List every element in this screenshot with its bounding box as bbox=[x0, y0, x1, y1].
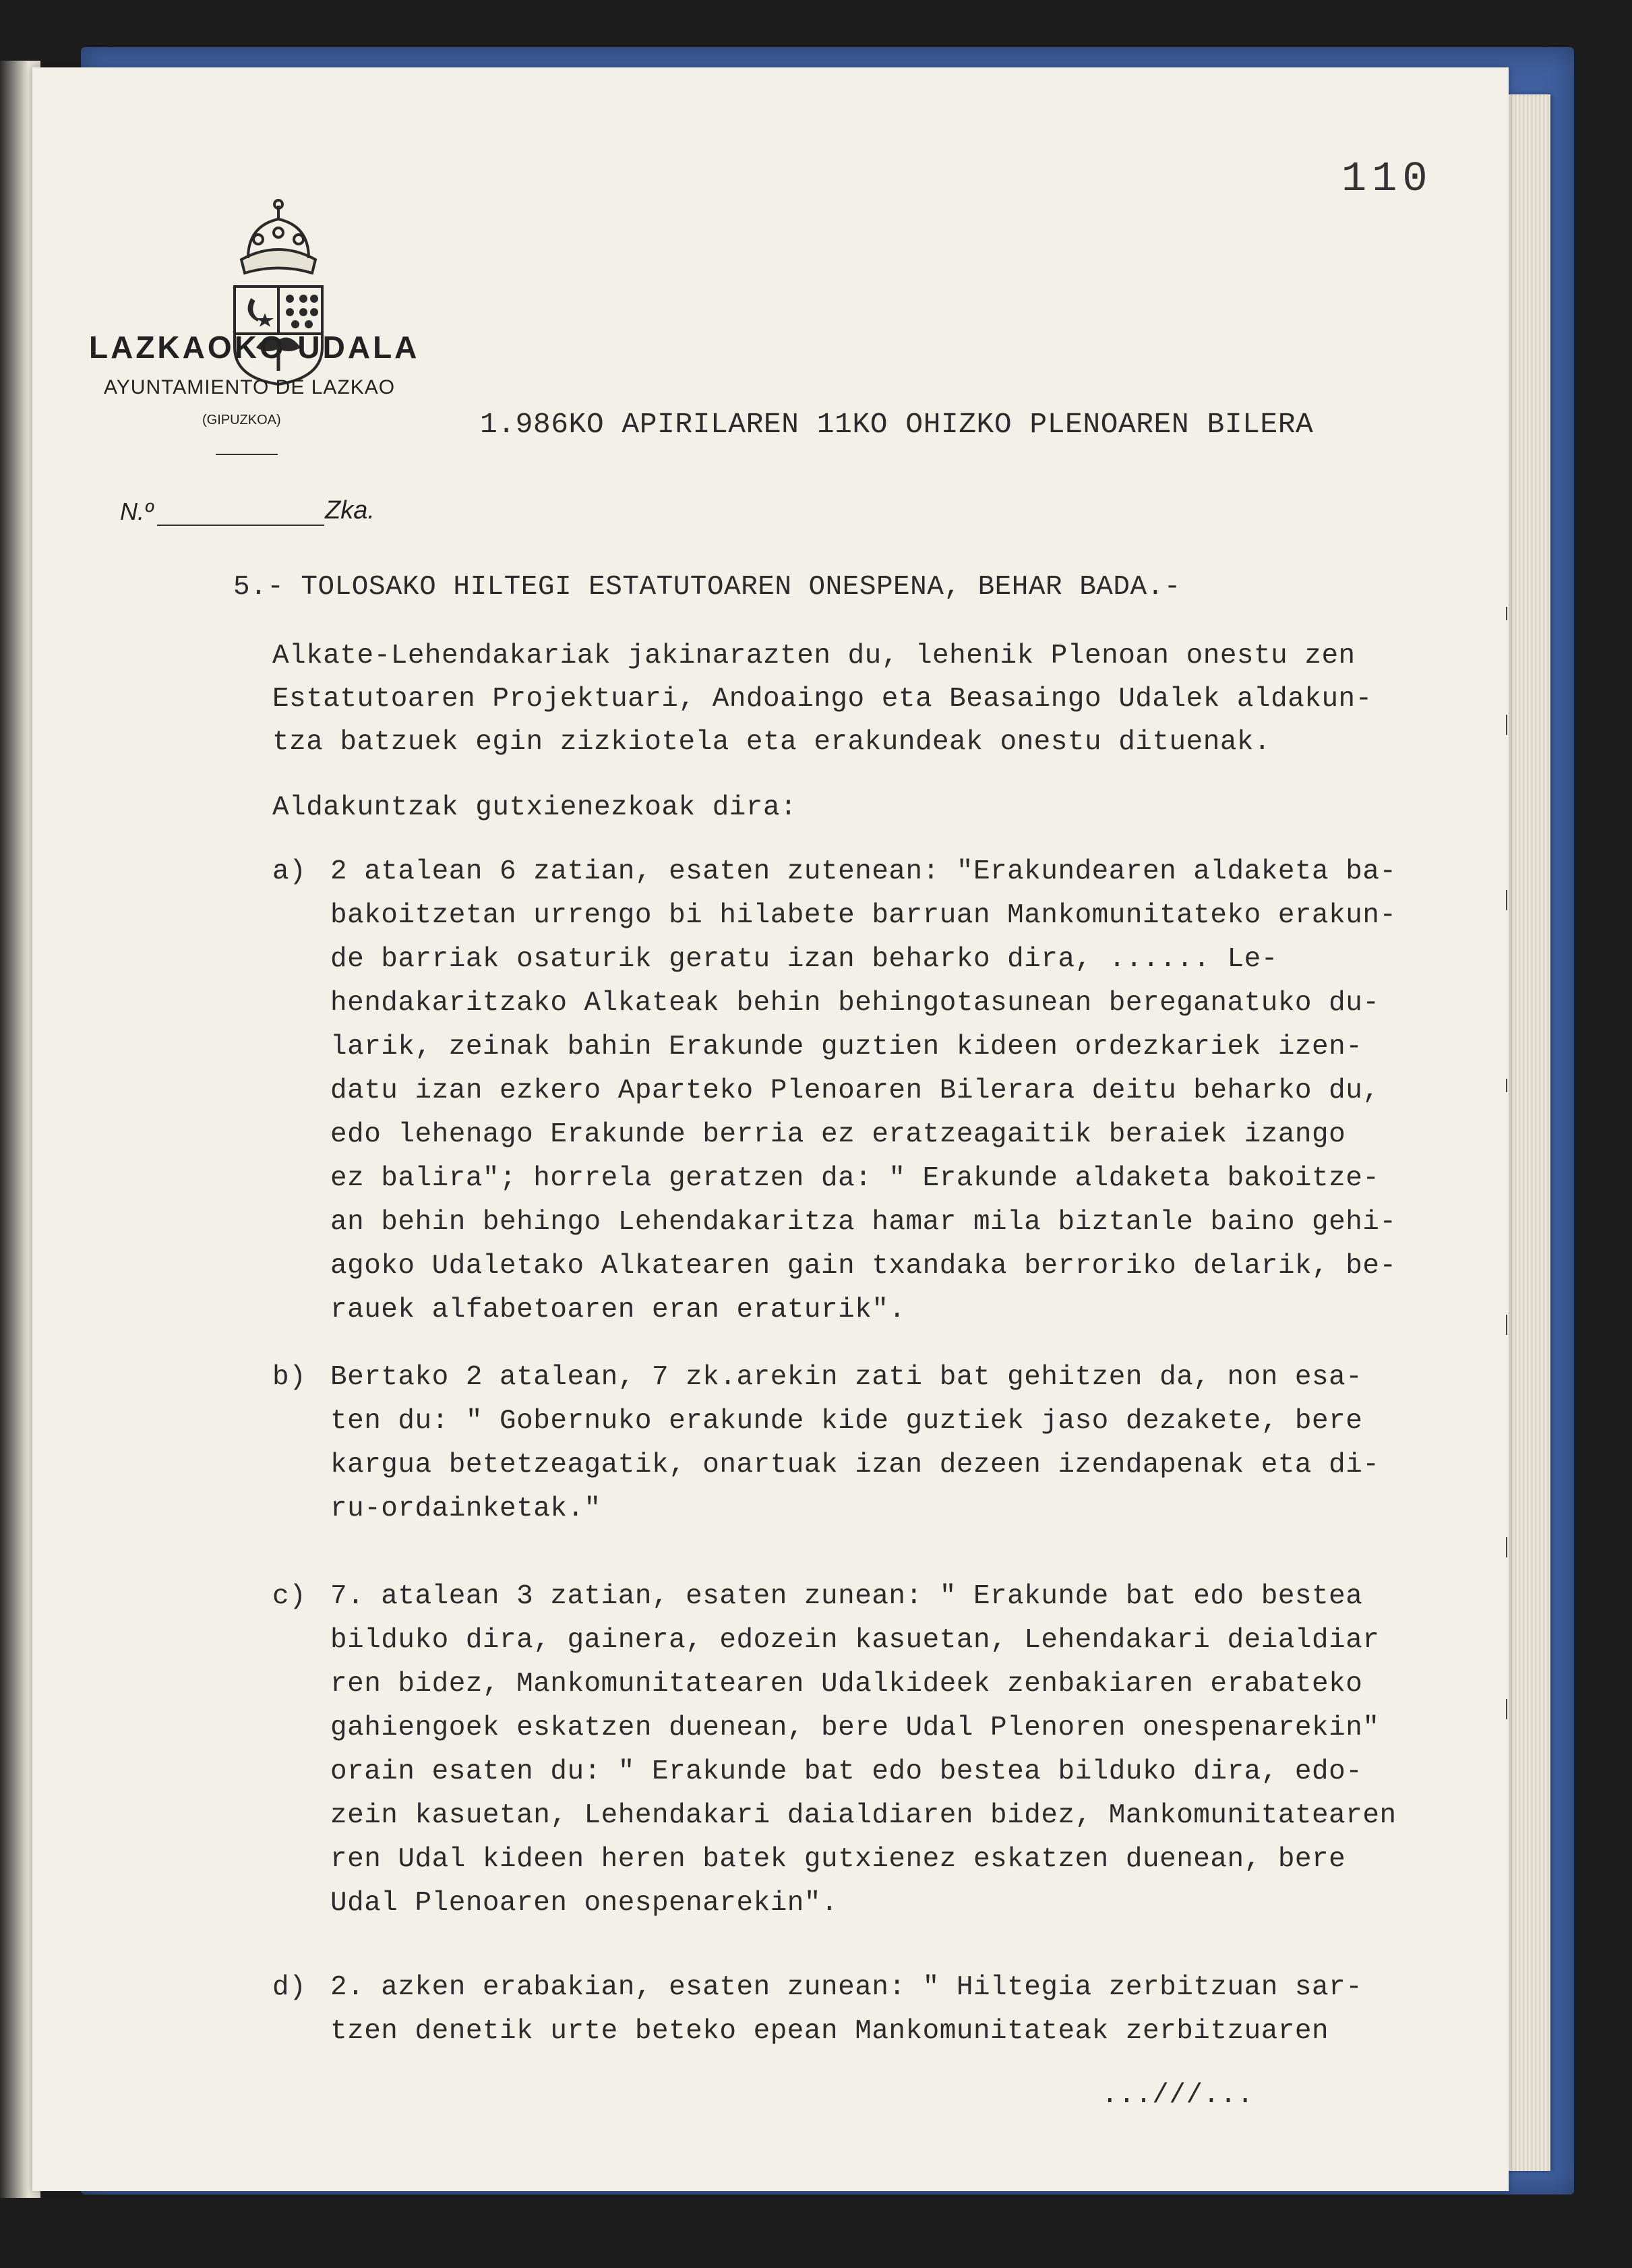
item-line: larik, zeinak bahin Erakunde guztien kideen ordezkariek izen- bbox=[330, 1032, 1363, 1063]
letterhead-rule bbox=[216, 454, 278, 455]
item-line: bakoitzetan urrengo bi hilabete barruan Mankomunitateko erakun- bbox=[330, 900, 1397, 931]
item-line: datu izan ezkero Aparteko Plenoaren Bilerara deitu beharko du, bbox=[330, 1075, 1380, 1106]
item-line: ren Udal kideen heren batek gutxienez eskatzen duenean, bere bbox=[330, 1844, 1346, 1875]
number-prefix: N.º bbox=[120, 498, 154, 525]
org-name-spanish: AYUNTAMIENTO DE LAZKAO bbox=[104, 376, 396, 398]
intro-line: Alkate-Lehendakariak jakinarazten du, lehenik Plenoan onestu zen bbox=[272, 640, 1356, 672]
item-line: hendakaritzako Alkateak behin behingotasunean bereganatuko du- bbox=[330, 988, 1380, 1019]
item-marker: b) bbox=[272, 1362, 307, 1393]
item-line: de barriak osaturik geratu izan beharko dira, ...... Le- bbox=[330, 944, 1278, 975]
item-line: agoko Udaletako Alkatearen gain txandaka berroriko delarik, be- bbox=[330, 1251, 1397, 1282]
document-page bbox=[32, 67, 1509, 2191]
item-line: 2. azken erabakian, esaten zunean: " Hiltegia zerbitzuan sar- bbox=[330, 1972, 1363, 2003]
item-line: tzen denetik urte beteko epean Mankomunitateak zerbitzuaren bbox=[330, 2016, 1329, 2047]
item-line: edo lehenago Erakunde berria ez eratzeagaitik beraiek izango bbox=[330, 1119, 1346, 1150]
item-line: zein kasuetan, Lehendakari daialdiaren bidez, Mankomunitatearen bbox=[330, 1800, 1397, 1831]
page-number: 110 bbox=[1341, 155, 1433, 203]
item-line: Bertako 2 atalean, 7 zk.arekin zati bat gehitzen da, non esa- bbox=[330, 1362, 1363, 1393]
section-heading: 5.- TOLOSAKO HILTEGI ESTATUTOAREN ONESPENA, BEHAR BADA.- bbox=[233, 572, 1181, 603]
org-name: LAZKAOKO UDALA bbox=[89, 330, 420, 365]
item-line: ru-ordainketak." bbox=[330, 1493, 601, 1524]
item-line: gahiengoek eskatzen duenean, bere Udal Plenoren onespenarekin" bbox=[330, 1712, 1380, 1743]
item-line: bilduko dira, gainera, edozein kasuetan, Lehendakari deialdiar bbox=[330, 1625, 1380, 1656]
number-blank-line bbox=[157, 525, 324, 526]
item-line: Udal Plenoaren onespenarekin". bbox=[330, 1888, 839, 1919]
item-line: rauek alfabetoaren eran eraturik". bbox=[330, 1294, 906, 1325]
item-line: ten du: " Gobernuko erakunde kide guztiek jaso dezakete, bere bbox=[330, 1406, 1363, 1437]
intro-line: tza batzuek egin zizkiotela eta erakundeak onestu dituenak. bbox=[272, 727, 1271, 758]
item-line: orain esaten du: " Erakunde bat edo bestea bilduko dira, edo- bbox=[330, 1756, 1363, 1787]
item-line: ren bidez, Mankomunitatearen Udalkideek zenbakiaren erabateko bbox=[330, 1669, 1363, 1700]
continuation-mark: ...///... bbox=[1101, 2080, 1254, 2111]
item-marker: d) bbox=[272, 1972, 307, 2003]
item-line: ez balira"; horrela geratzen da: " Erakunde aldaketa bakoitze- bbox=[330, 1163, 1380, 1194]
province-label: (GIPUZKOA) bbox=[202, 413, 281, 427]
item-line: an behin behingo Lehendakaritza hamar mila biztanle baino gehi- bbox=[330, 1207, 1397, 1238]
item-marker: a) bbox=[272, 856, 307, 887]
item-line: 7. atalean 3 zatian, esaten zunean: " Erakunde bat edo bestea bbox=[330, 1581, 1363, 1612]
item-line: 2 atalean 6 zatian, esaten zutenean: "Erakundearen aldaketa ba- bbox=[330, 856, 1397, 887]
sub-intro: Aldakuntzak gutxienezkoak dira: bbox=[272, 792, 797, 823]
item-line: kargua betetzeagatik, onartuak izan dezeen izendapenak eta di- bbox=[330, 1450, 1380, 1481]
document-title: 1.986KO APIRILAREN 11KO OHIZKO PLENOAREN BILERA bbox=[480, 408, 1314, 441]
number-suffix: Zka. bbox=[325, 496, 375, 525]
margin-marks bbox=[1503, 607, 1510, 1753]
intro-line: Estatutoaren Projektuari, Andoaingo eta Beasaingo Udalek aldakun- bbox=[272, 684, 1372, 715]
item-marker: c) bbox=[272, 1581, 307, 1612]
